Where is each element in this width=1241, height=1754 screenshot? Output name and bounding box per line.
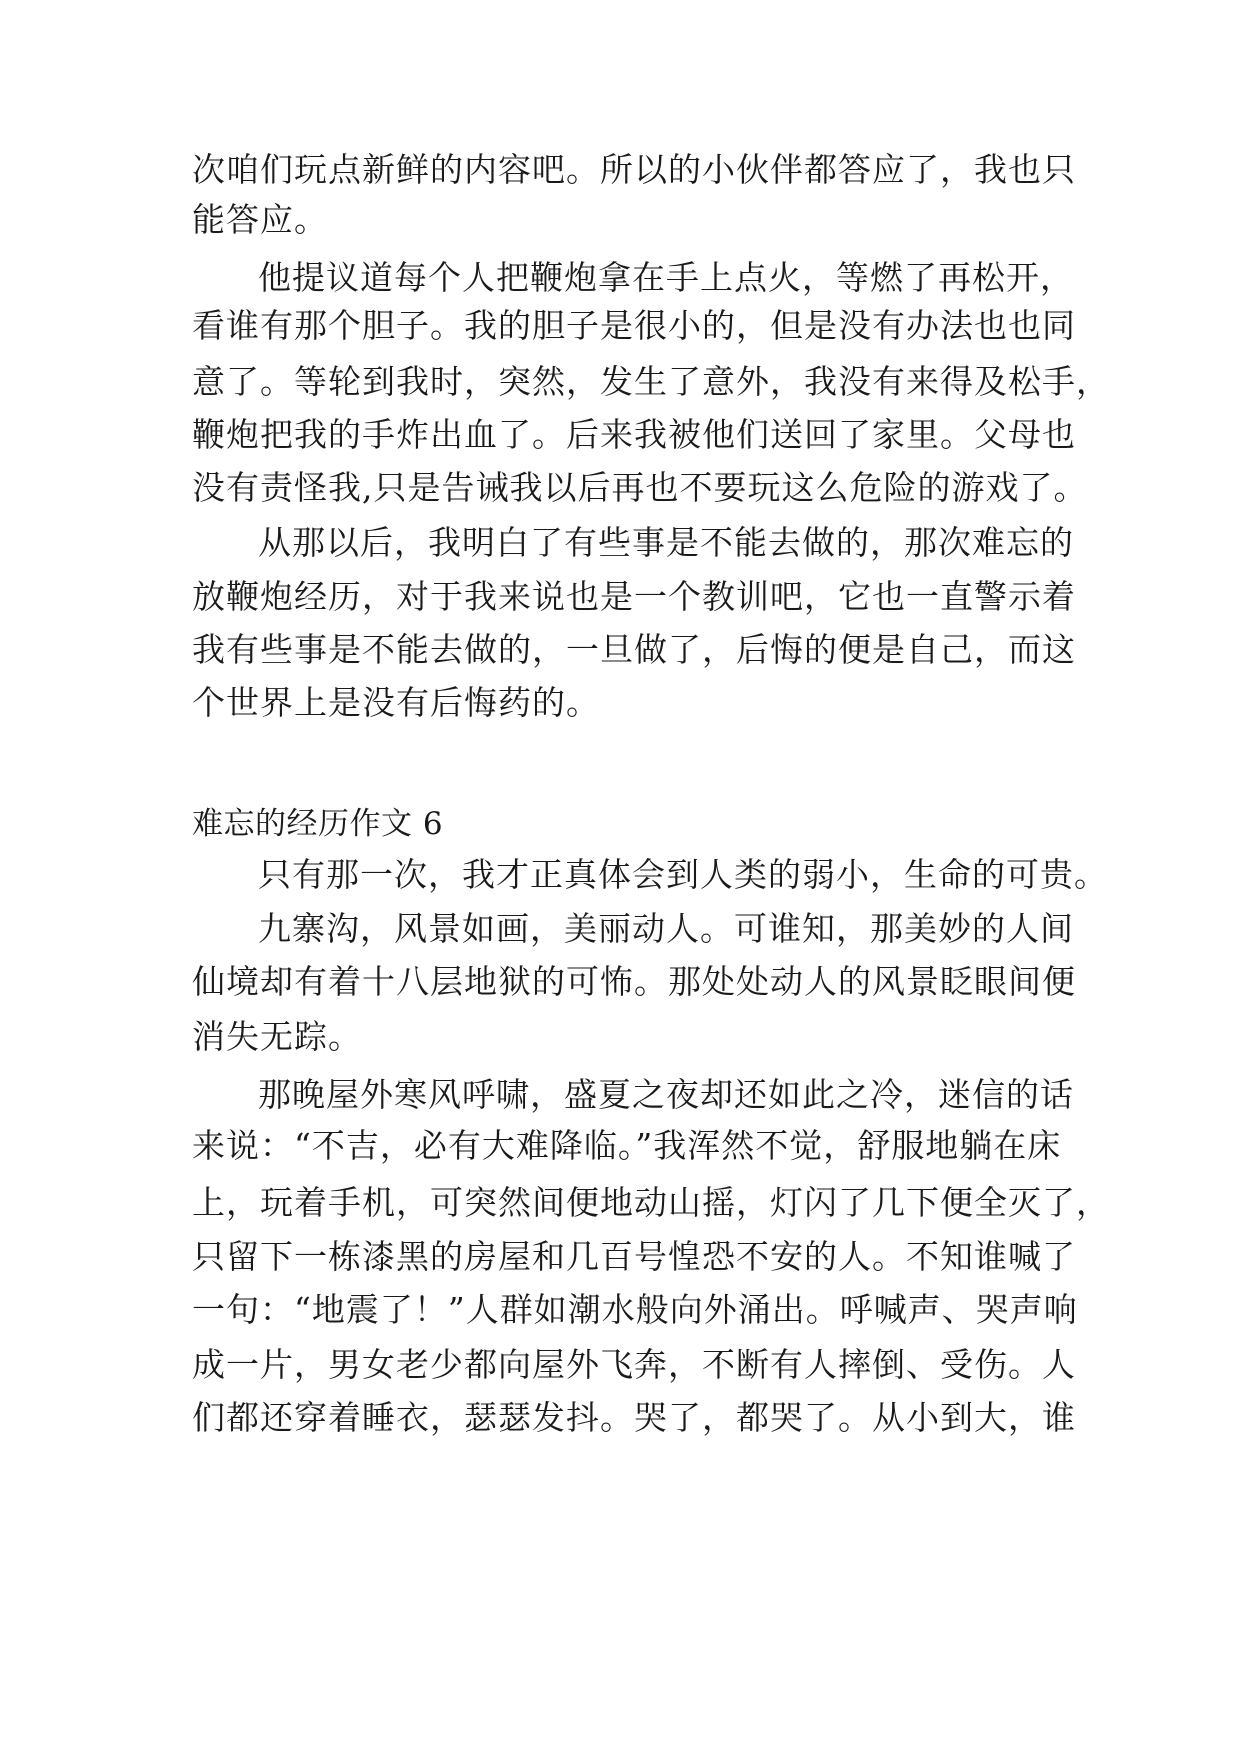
paragraph-line: 他提议道每个人把鞭炮拿在手上点火，等燃了再松开， bbox=[258, 258, 1074, 297]
paragraph-line: 只有那一次，我才正真体会到人类的弱小，生命的可贵。 bbox=[258, 855, 1108, 894]
paragraph-line: 来说：“不吉，必有大难降临。”我浑然不觉，舒服地躺在床 bbox=[192, 1126, 1062, 1165]
paragraph-line: 九寨沟，风景如画，美丽动人。可谁知，那美妙的人间 bbox=[258, 909, 1074, 948]
paragraph-line: 次咱们玩点新鲜的内容吧。所以的小伙伴都答应了，我也只 bbox=[192, 150, 1076, 189]
paragraph-line: 我有些事是不能去做的，一旦做了，后悔的便是自己，而这 bbox=[192, 630, 1076, 669]
paragraph-line: 从那以后，我明白了有些事是不能去做的，那次难忘的 bbox=[258, 523, 1074, 562]
paragraph-line: 鞭炮把我的手炸出血了。后来我被他们送回了家里。父母也 bbox=[192, 415, 1076, 454]
paragraph-line: 能答应。 bbox=[192, 200, 328, 239]
paragraph-line: 个世界上是没有后悔药的。 bbox=[192, 683, 600, 722]
paragraph-line: 们都还穿着睡衣，瑟瑟发抖。哭了，都哭了。从小到大，谁 bbox=[192, 1398, 1076, 1437]
paragraph-line: 那晚屋外寒风呼啸，盛夏之夜却还如此之冷，迷信的话 bbox=[258, 1075, 1074, 1114]
paragraph-line: 只留下一栋漆黑的房屋和几百号惶恐不安的人。不知谁喊了 bbox=[192, 1237, 1076, 1276]
paragraph-line: 放鞭炮经历，对于我来说也是一个教训吧，它也一直警示着 bbox=[192, 577, 1076, 616]
paragraph-line: 消失无踪。 bbox=[192, 1017, 362, 1056]
paragraph-line: 成一片，男女老少都向屋外飞奔，不断有人摔倒、受伤。人 bbox=[192, 1345, 1076, 1384]
paragraph-line: 看谁有那个胆子。我的胆子是很小的，但是没有办法也也同 bbox=[192, 306, 1076, 345]
paragraph-line: 上，玩着手机，可突然间便地动山摇，灯闪了几下便全灭了， bbox=[192, 1183, 1110, 1222]
paragraph-line: 一句：“地震了！”人群如潮水般向外涌出。呼喊声、哭声响 bbox=[192, 1290, 1078, 1329]
paragraph-line: 没有责怪我,只是告诫我以后再也不要玩这么危险的游戏了。 bbox=[192, 468, 1088, 507]
paragraph-line: 仙境却有着十八层地狱的可怖。那处处动人的风景眨眼间便 bbox=[192, 962, 1076, 1001]
paragraph-line: 意了。等轮到我时，突然，发生了意外，我没有来得及松手， bbox=[192, 362, 1110, 401]
section-heading: 难忘的经历作文 6 bbox=[192, 806, 444, 842]
